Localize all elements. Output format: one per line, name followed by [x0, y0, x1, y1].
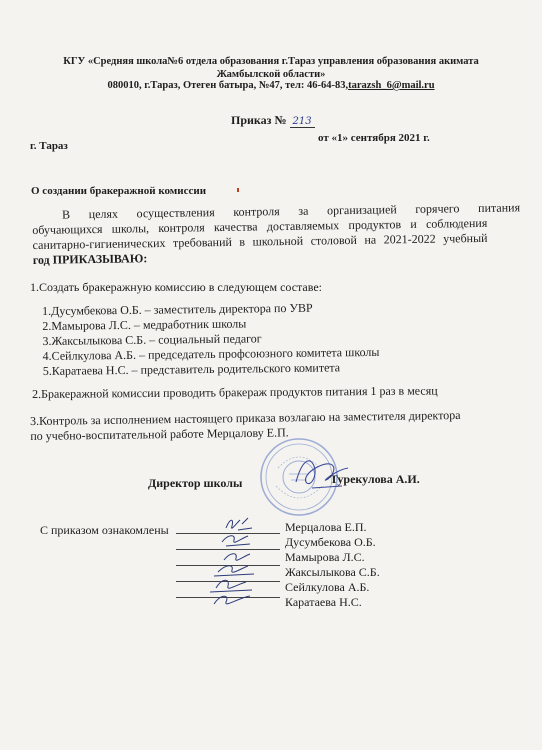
item-1: 1.Создать бракеражную комиссию в следующем составе:: [30, 280, 323, 294]
email-link[interactable]: tarazsh_6@mail.ru: [348, 80, 435, 91]
staff-signatures-mark: [196, 512, 276, 612]
member-item: 4.Сейлкулова А.Б. – председатель профсоюзного комитета школы: [42, 344, 380, 363]
item-3-line-1: 3.Контроль за исполнением настоящего приказа возлагаю на заместителя директора: [30, 407, 461, 428]
member-item: 2.Мамырова Л.С. – медработник школы: [42, 316, 247, 333]
acknowledged-name: Мамырова Л.С.: [285, 550, 365, 564]
preamble-line-4: год ПРИКАЗЫВАЮ:: [32, 251, 148, 267]
item-3-line-2: по учебно-воспитательной работе Мерцалову Е.П.: [30, 425, 289, 443]
item-3: [30, 408, 461, 444]
acknowledged-name: Сейлкулова А.Б.: [285, 580, 370, 594]
acknowledgement-label: С приказом ознакомлены: [40, 523, 169, 537]
acknowledged-name: Дусумбекова О.Б.: [285, 535, 376, 549]
header-address: [0, 80, 542, 91]
order-number: 213: [290, 116, 315, 128]
member-item: 1.Дусумбекова О.Б. – заместитель директора по УВР: [42, 300, 313, 318]
order-title: [231, 113, 315, 128]
red-mark: [237, 188, 239, 192]
member-item: 3.Жаксылыкова С.Б. – социальный педагог: [42, 331, 262, 348]
order-date: от «1» сентября 2021 г.: [318, 132, 430, 144]
address-text: 080010, г.Тараз, Отеген батыра, №47, тел: 46-64-83,: [107, 80, 349, 91]
preamble-line-3: санитарно-гигиенических требований в школьной столовой на 2021-2022 учебный: [32, 230, 488, 252]
preamble-line-2: обучающихся школы, контроля качества доставляемых продуктов и соблюдения: [32, 215, 488, 237]
order-city: г. Тараз: [30, 140, 68, 152]
director-position: Директор школы: [148, 476, 243, 490]
director-name: Турекулова А.И.: [330, 472, 420, 486]
order-subject: О создании бракеражной комиссии: [31, 185, 207, 197]
acknowledged-name: Жаксылыкова С.Б.: [285, 565, 380, 579]
preamble: [32, 200, 521, 268]
acknowledged-names: [285, 520, 380, 610]
item-2: 2.Бракеражной комиссии проводить бракераж продуктов питания 1 раз в месяц: [32, 383, 438, 401]
members-list: [42, 300, 380, 379]
order-title-text: Приказ №: [231, 113, 287, 127]
header-line-2: Жамбылской области»: [216, 69, 326, 80]
preamble-line-1: В целях осуществления контроля за организацией горячего питания: [61, 200, 521, 222]
header-line-1: КГУ «Средняя школа№6 отдела образования г.Тараз управления образования акимата: [63, 56, 479, 67]
member-item: 5.Каратаева Н.С. – представитель родительского комитета: [42, 360, 341, 378]
acknowledged-name: Мерцалова Е.П.: [285, 520, 367, 534]
acknowledged-name: Каратаева Н.С.: [285, 595, 362, 609]
